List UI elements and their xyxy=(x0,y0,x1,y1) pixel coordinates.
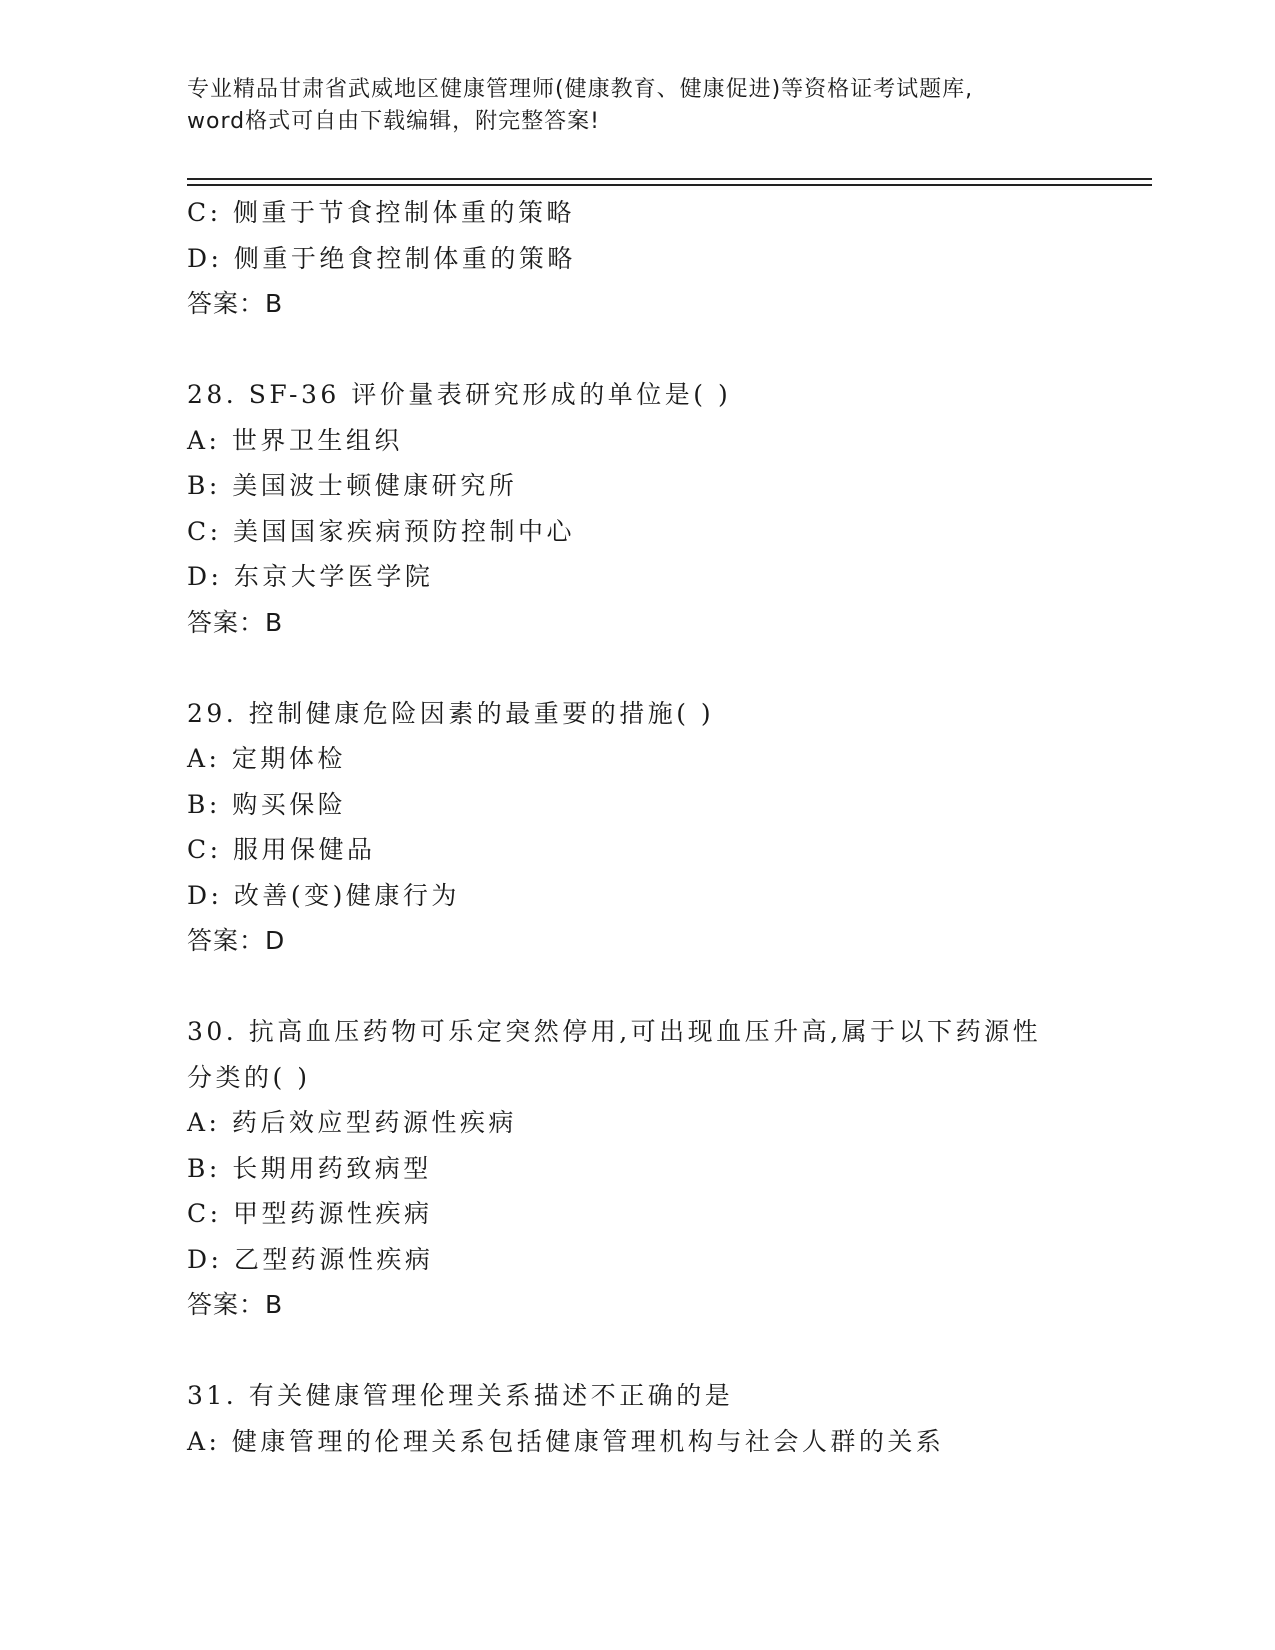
answer-line: 答案：D xyxy=(187,926,286,955)
question-line: 29. 控制健康危险因素的最重要的措施( ) xyxy=(187,698,715,728)
spacer xyxy=(187,1328,1087,1374)
option-line: C: 侧重于节食控制体重的策略 xyxy=(187,198,575,227)
option-line: D: 东京大学医学院 xyxy=(187,562,434,591)
header-line-2: word格式可自由下载编辑，附完整答案! xyxy=(187,109,600,134)
header-divider-top xyxy=(187,178,1152,180)
option-line: A: 定期体检 xyxy=(187,744,346,773)
question-line: 28. SF-36 评价量表研究形成的单位是( ) xyxy=(187,380,732,409)
spacer xyxy=(187,327,1087,373)
answer-line: 答案：B xyxy=(187,607,284,637)
option-line: A: 世界卫生组织 xyxy=(187,425,403,455)
option-line: C: 服用保健品 xyxy=(187,835,376,864)
document-header xyxy=(187,74,1087,138)
header-line-1: 专业精品甘肃省武威地区健康管理师(健康教育、健康促进)等资格证考试题库, xyxy=(187,77,974,102)
option-line: B: 美国波士顿健康研究所 xyxy=(187,471,518,500)
question-line: 30. 抗高血压药物可乐定突然停用,可出现血压升高,属于以下药源性 xyxy=(187,1017,1042,1046)
header-divider-bottom xyxy=(187,184,1152,186)
option-line: B: 购买保险 xyxy=(187,789,347,819)
option-line: A: 药后效应型药源性疾病 xyxy=(187,1108,517,1137)
option-line: C: 甲型药源性疾病 xyxy=(187,1199,433,1228)
question-line: 分类的( ) xyxy=(187,1062,311,1092)
option-line: B: 长期用药致病型 xyxy=(187,1153,432,1183)
option-line: D: 乙型药源性疾病 xyxy=(187,1244,434,1274)
answer-line: 答案：B xyxy=(187,1290,284,1319)
option-line: D: 改善(变)健康行为 xyxy=(187,880,460,910)
question-content xyxy=(187,190,1087,1464)
option-line: A: 健康管理的伦理关系包括健康管理机构与社会人群的关系 xyxy=(187,1426,945,1456)
question-line: 31. 有关健康管理伦理关系描述不正确的是 xyxy=(187,1381,734,1410)
option-line: D: 侧重于绝食控制体重的策略 xyxy=(187,243,576,273)
option-line: C: 美国国家疾病预防控制中心 xyxy=(187,516,575,546)
spacer xyxy=(187,645,1087,691)
spacer xyxy=(187,964,1087,1010)
answer-line: 答案：B xyxy=(187,289,284,318)
